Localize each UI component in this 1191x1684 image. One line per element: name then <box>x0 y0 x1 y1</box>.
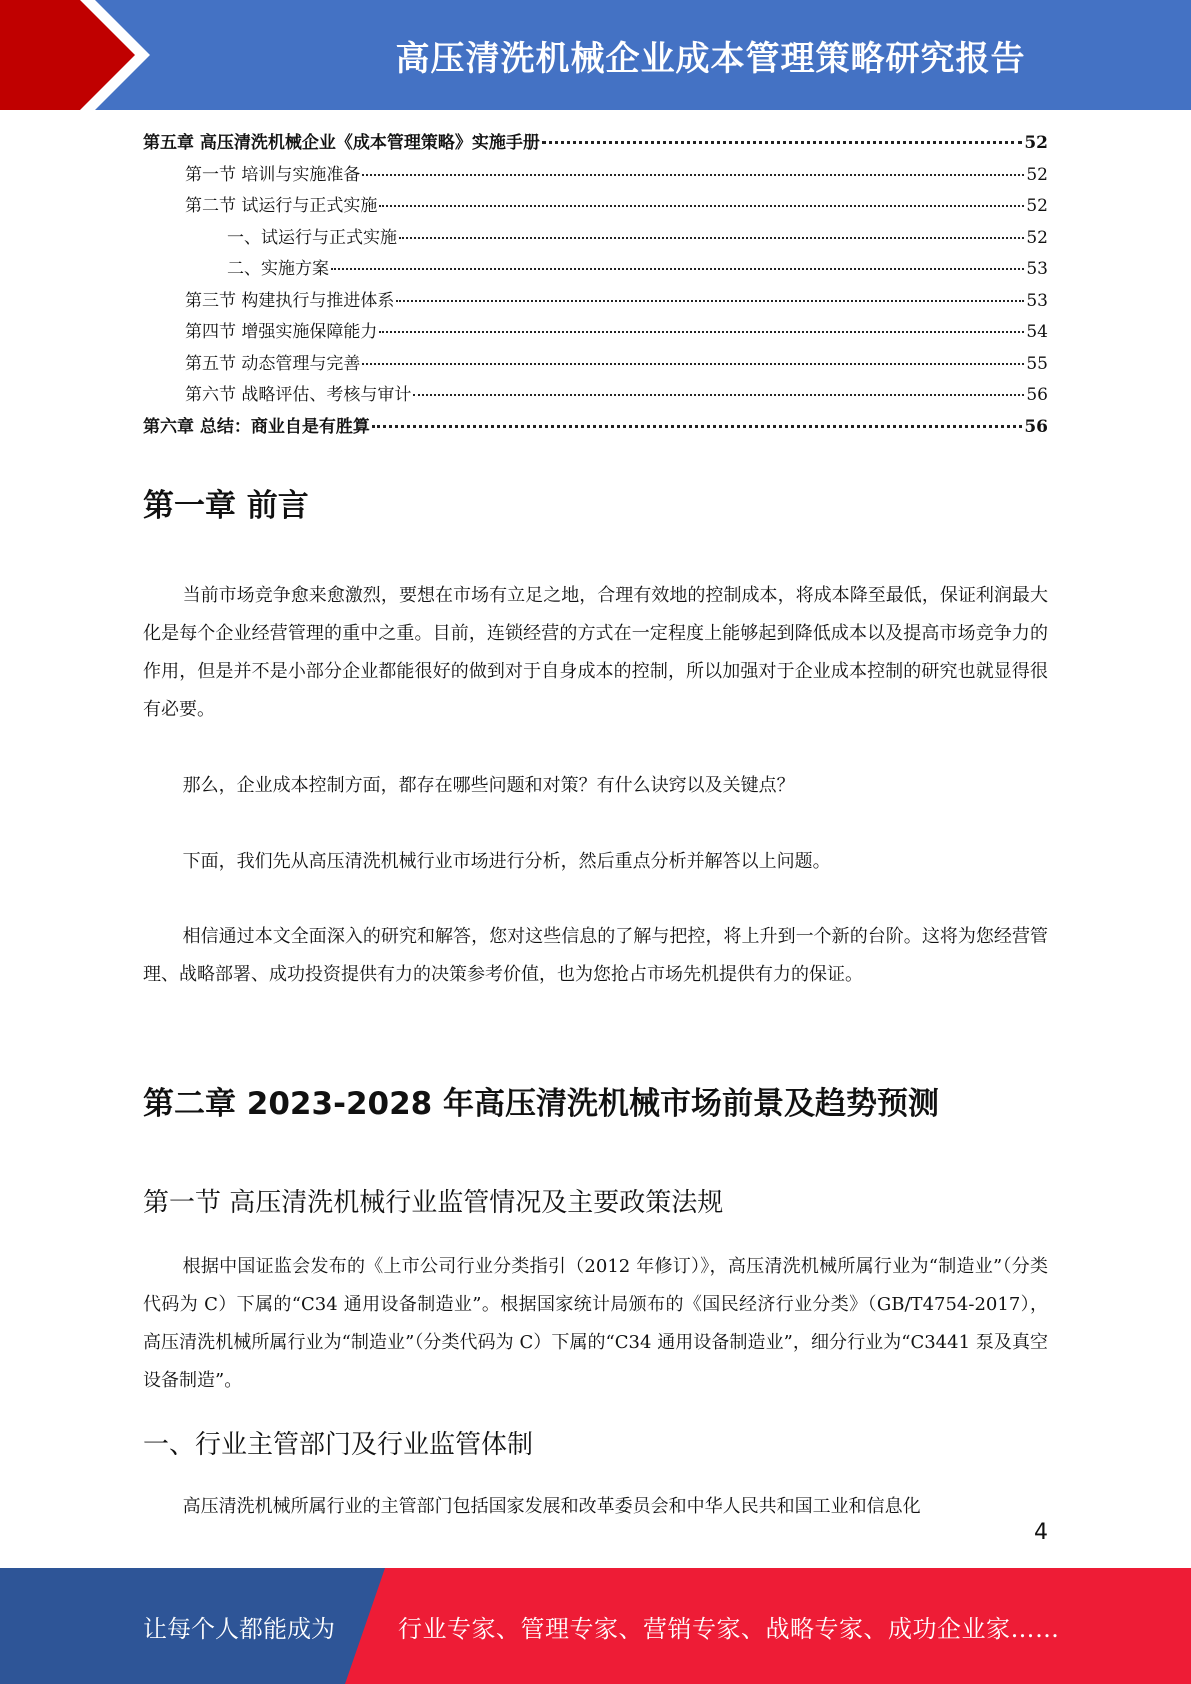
toc-entry[interactable] <box>143 317 1048 349</box>
toc-entry-title: 二、实施方案 <box>227 259 329 279</box>
chapter1-paragraph-1: 当前市场竞争愈来愈激烈，要想在市场有立足之地，合理有效地的控制成本，将成本降至最低，保证利润最大化是每个企业经营管理的重中之重。目前，连锁经营的方式在一定程度上能够起到降低成本以及提高市场竞争力的作用，但是并不是小部分企业都能很好的做到对于自身成本的控制，所以加强对于企业成本控制的研究也就显得很有必要。 <box>143 585 1048 720</box>
footer-banner <box>0 1568 1191 1684</box>
report-title: 高压清洗机械企业成本管理策略研究报告 <box>395 38 1026 79</box>
toc-entry-title: 第一节 培训与实施准备 <box>185 164 361 185</box>
table-of-contents <box>143 128 1048 443</box>
page-number: 4 <box>1034 1520 1048 1545</box>
toc-entry[interactable] <box>143 412 1048 444</box>
toc-entry-title: 第六章 总结：商业自是有胜算 <box>143 416 370 437</box>
toc-leader-dots <box>396 300 1024 302</box>
toc-entry[interactable] <box>143 349 1048 381</box>
toc-entry-title: 第五节 动态管理与完善 <box>185 353 361 374</box>
toc-entry-title: 第五章 高压清洗机械企业《成本管理策略》实施手册 <box>143 133 540 153</box>
toc-entry-title: 一、试运行与正式实施 <box>227 227 397 248</box>
toc-leader-dots <box>362 174 1024 176</box>
toc-entry-page: 56 <box>1024 416 1048 437</box>
toc-entry-title: 第六节 战略评估、考核与审计 <box>185 385 412 405</box>
subsection-paragraph: 高压清洗机械所属行业的主管部门包括国家发展和改革委员会和中华人民共和国工业和信息化 <box>182 1496 921 1517</box>
toc-entry[interactable] <box>143 223 1048 255</box>
toc-entry-title: 第二节 试运行与正式实施 <box>185 196 378 216</box>
toc-entry[interactable] <box>143 380 1048 412</box>
toc-leader-dots <box>362 363 1024 365</box>
chapter1-paragraph-4: 相信通过本文全面深入的研究和解答，您对这些信息的了解与把控，将上升到一个新的台阶。这将为您经营管理、战略部署、成功投资提供有力的决策参考价值，也为您抢占市场先机提供有力的保证。 <box>143 926 1048 985</box>
toc-leader-dots <box>413 394 1024 396</box>
footer-slogan-right: 行业专家、管理专家、营销专家、战略专家、成功企业家…… <box>398 1614 1060 1643</box>
toc-entry-page: 54 <box>1026 322 1048 342</box>
toc-entry-title: 第三节 构建执行与推进体系 <box>185 290 395 311</box>
toc-entry-page: 52 <box>1024 133 1048 153</box>
toc-entry[interactable] <box>143 128 1048 160</box>
toc-entry[interactable] <box>143 191 1048 223</box>
toc-entry[interactable] <box>143 286 1048 318</box>
toc-entry-title: 第四节 增强实施保障能力 <box>185 322 378 342</box>
toc-entry-page: 56 <box>1026 385 1048 405</box>
section1-paragraph: 根据中国证监会发布的《上市公司行业分类指引（2012 年修订）》，高压清洗机械所属行业为“制造业”（分类代码为 C）下属的“C34 通用设备制造业”。根据国家统计局颁布的《国民经济行业分类》（GB/T4754-2017），高压清洗机械所属行业为“制造业”（分类代码为 C）下属的“C34 通用设备制造业”，细分行业为“C3441 泵及真空设备制造”。 <box>143 1256 1048 1391</box>
toc-entry[interactable] <box>143 254 1048 286</box>
toc-leader-dots <box>372 425 1022 428</box>
footer-slogan-left: 让每个人都能成为 <box>143 1614 335 1643</box>
header-banner <box>0 0 1191 110</box>
toc-leader-dots <box>379 205 1024 207</box>
toc-entry-page: 52 <box>1026 164 1048 185</box>
toc-entry-page: 53 <box>1026 259 1048 279</box>
chapter1-paragraph-3: 下面，我们先从高压清洗机械行业市场进行分析，然后重点分析并解答以上问题。 <box>182 851 831 872</box>
toc-entry[interactable] <box>143 160 1048 192</box>
section1-heading: 第一节 高压清洗机械行业监管情况及主要政策法规 <box>143 1188 724 1218</box>
toc-entry-page: 52 <box>1026 196 1048 216</box>
chapter1-heading: 第一章 前言 <box>143 488 309 524</box>
toc-entry-page: 55 <box>1026 353 1048 374</box>
header-red-chevron <box>0 0 150 110</box>
toc-leader-dots <box>542 141 1022 144</box>
chapter1-paragraph-2: 那么，企业成本控制方面，都存在哪些问题和对策？有什么诀窍以及关键点？ <box>182 775 795 796</box>
toc-leader-dots <box>331 268 1024 270</box>
subsection-heading: 一、行业主管部门及行业监管体制 <box>143 1430 534 1460</box>
toc-leader-dots <box>399 237 1024 239</box>
toc-leader-dots <box>379 331 1024 333</box>
chapter2-heading: 第二章 2023-2028 年高压清洗机械市场前景及趋势预测 <box>143 1086 940 1122</box>
toc-entry-page: 53 <box>1026 290 1048 311</box>
toc-entry-page: 52 <box>1026 227 1048 248</box>
